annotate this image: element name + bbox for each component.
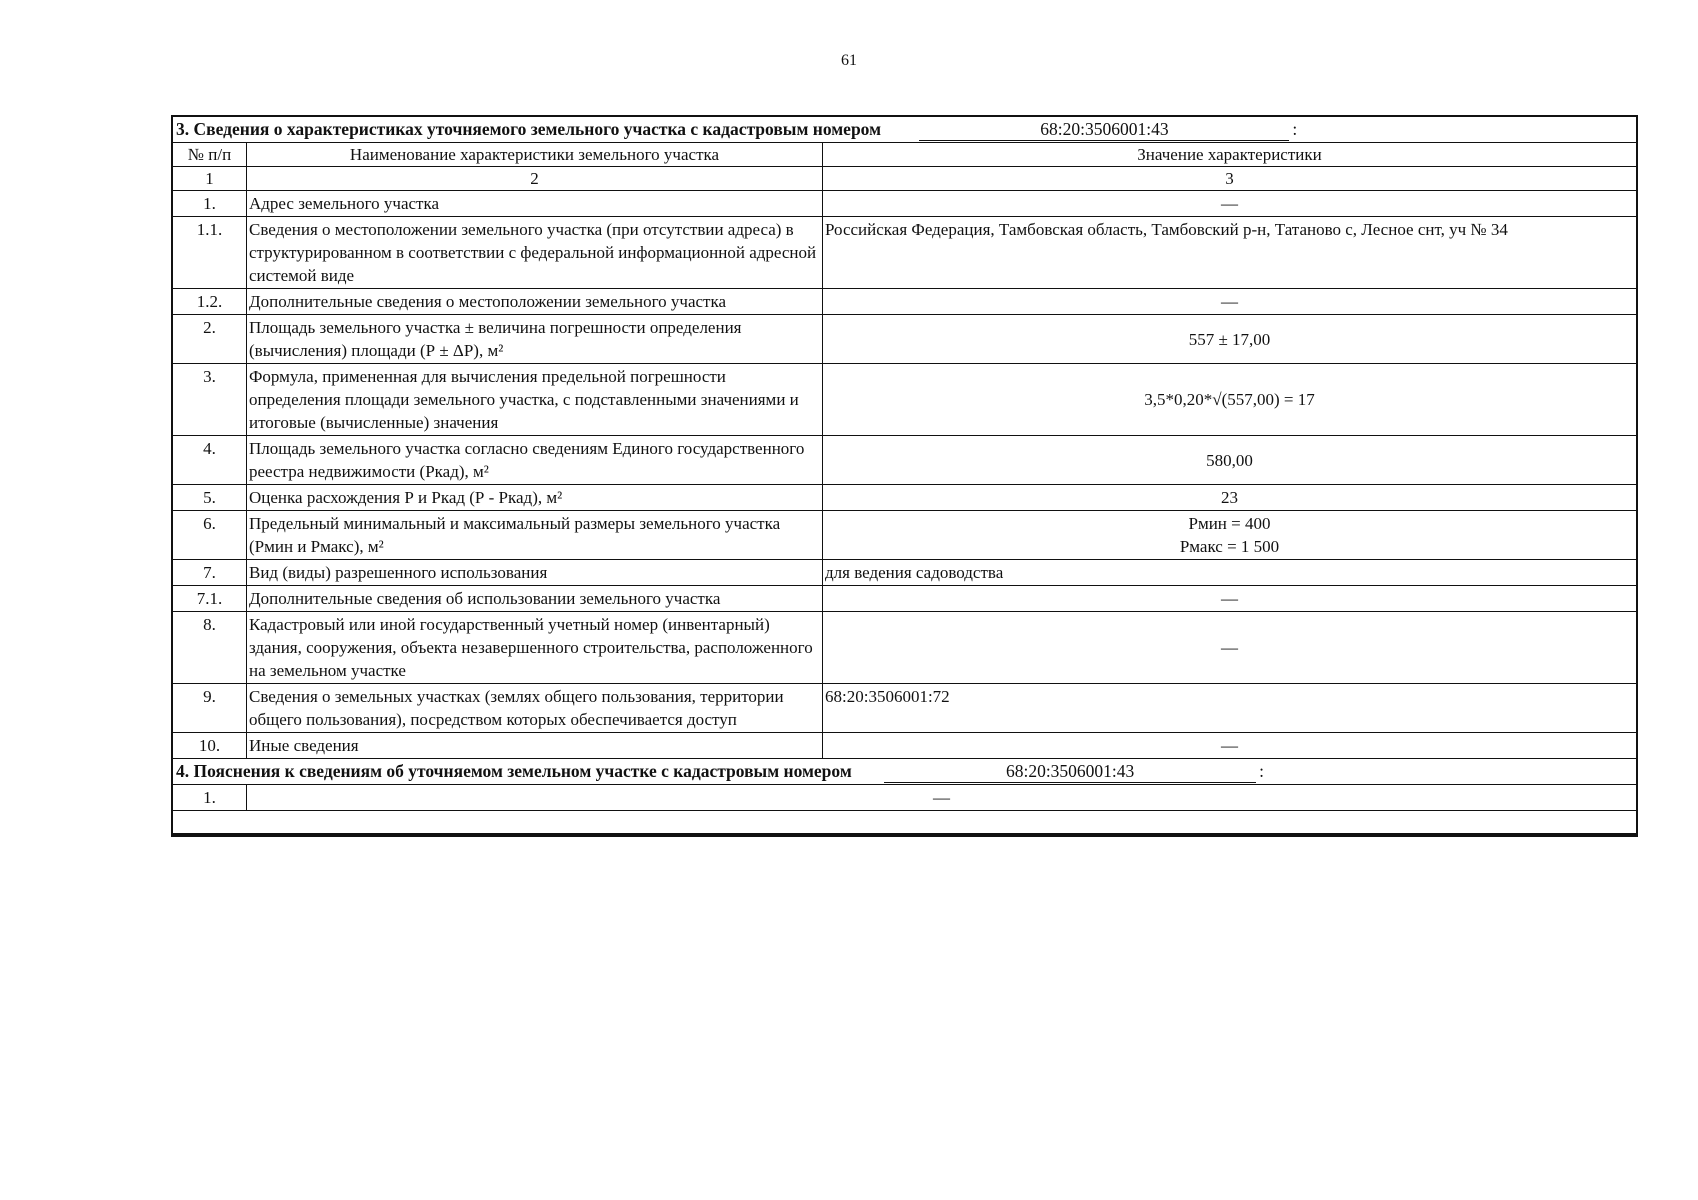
table-row: [173, 684, 1637, 733]
table-row: [173, 511, 1637, 560]
table-row: [173, 315, 1637, 364]
row-characteristic-name: Дополнительные сведения об использовании земельного участка: [247, 586, 823, 612]
table-row: [173, 586, 1637, 612]
row-characteristic-name: Иные сведения: [247, 733, 823, 759]
table-row: [173, 733, 1637, 759]
section-4-title: 4. Пояснения к сведениям об уточняемом земельном участке с кадастровым номером: [176, 761, 852, 781]
row-characteristic-name: Оценка расхождения Р и Ркад (Р - Ркад), м²: [247, 485, 823, 511]
column-header-value: Значение характеристики: [823, 143, 1637, 167]
section-4-heading-row: [173, 759, 1637, 785]
column-header-number: № п/п: [173, 143, 247, 167]
row-number: 5.: [173, 485, 247, 511]
section-3-heading: [173, 117, 1637, 143]
row-characteristic-value: —: [823, 289, 1637, 315]
column-index-3: 3: [823, 167, 1637, 191]
column-header-name: Наименование характеристики земельного участка: [247, 143, 823, 167]
row-characteristic-value: Российская Федерация, Тамбовская область, Тамбовский р-н, Татаново с, Лесное снт, уч № 34: [823, 217, 1637, 289]
row-characteristic-name: Кадастровый или иной государственный учетный номер (инвентарный) здания, сооружения, объекта незавершенного строительства, расположенного на земельном участке: [247, 612, 823, 684]
column-index-1: 1: [173, 167, 247, 191]
row-number: 9.: [173, 684, 247, 733]
column-index-row: [173, 167, 1637, 191]
cadastral-section-table: [171, 115, 1638, 837]
min-area-value: Рмин = 400: [1188, 514, 1271, 533]
row-number: 6.: [173, 511, 247, 560]
row-characteristic-name: Формула, примененная для вычисления предельной погрешности определения площади земельного участка, с подставленными значениями и итоговые (вычисленные) значения: [247, 364, 823, 436]
row-number: 1.2.: [173, 289, 247, 315]
row-number: 7.: [173, 560, 247, 586]
row-characteristic-value: 580,00: [823, 436, 1637, 485]
row-characteristic-value: —: [823, 733, 1637, 759]
row-number: 7.1.: [173, 586, 247, 612]
row-number: 2.: [173, 315, 247, 364]
section-4-colon: :: [1259, 761, 1264, 781]
section-3-title: 3. Сведения о характеристиках уточняемого земельного участка с кадастровым номером: [176, 119, 882, 139]
row-characteristic-name: Сведения о местоположении земельного участка (при отсутствии адреса) в структурированном в соответствии с федеральной информационной адресной системой виде: [247, 217, 823, 289]
section-3-cadastral-number: 68:20:3506001:43: [919, 119, 1289, 141]
table-row: [173, 289, 1637, 315]
row-characteristic-name: Площадь земельного участка согласно сведениям Единого государственного реестра недвижимости (Ркад), м²: [247, 436, 823, 485]
row-characteristic-value: 557 ± 17,00: [823, 315, 1637, 364]
section-3-heading-row: [173, 117, 1637, 143]
row-characteristic-value: —: [823, 586, 1637, 612]
row-number: 1.1.: [173, 217, 247, 289]
row-characteristic-value: —: [823, 191, 1637, 217]
row-characteristic-name: Предельный минимальный и максимальный размеры земельного участка (Рмин и Рмакс), м²: [247, 511, 823, 560]
row-characteristic-name: Дополнительные сведения о местоположении земельного участка: [247, 289, 823, 315]
table-row: [173, 191, 1637, 217]
column-index-2: 2: [247, 167, 823, 191]
table-row: [173, 364, 1637, 436]
section-4-cadastral-number: 68:20:3506001:43: [884, 761, 1256, 783]
row-number: 10.: [173, 733, 247, 759]
row-number: 1.: [173, 191, 247, 217]
page-number: 61: [841, 52, 857, 69]
max-area-value: Рмакс = 1 500: [1179, 537, 1280, 556]
table-row: [173, 560, 1637, 586]
row-characteristic-name: Вид (виды) разрешенного использования: [247, 560, 823, 586]
section-4-heading: [173, 759, 1637, 785]
table-row: [173, 485, 1637, 511]
row-characteristic-name: Адрес земельного участка: [247, 191, 823, 217]
empty-cell: [173, 811, 1637, 834]
column-header-row: [173, 143, 1637, 167]
row-number: 4.: [173, 436, 247, 485]
row-number: 3.: [173, 364, 247, 436]
row-characteristic-value: 68:20:3506001:72: [823, 684, 1637, 733]
row-characteristic-value: —: [823, 612, 1637, 684]
table-row: [173, 436, 1637, 485]
table-row: [173, 217, 1637, 289]
section-3-colon: :: [1292, 119, 1298, 139]
row-characteristic-value: для ведения садоводства: [823, 560, 1637, 586]
row-characteristic-value: 23: [823, 485, 1637, 511]
row-characteristic-value: 3,5*0,20*√(557,00) = 17: [823, 364, 1637, 436]
row-characteristic-name: Площадь земельного участка ± величина погрешности определения (вычисления) площади (Р ± ΔР), м²: [247, 315, 823, 364]
row-number: 8.: [173, 612, 247, 684]
row-characteristic-value: [823, 511, 1637, 560]
table-row: [173, 612, 1637, 684]
row-number: 1.: [173, 785, 247, 811]
table-row: [173, 811, 1637, 834]
row-characteristic-name: Сведения о земельных участках (землях общего пользования, территории общего пользования), посредством которых обеспечивается доступ: [247, 684, 823, 733]
explanation-value: —: [247, 785, 1637, 811]
table-row: [173, 785, 1637, 811]
